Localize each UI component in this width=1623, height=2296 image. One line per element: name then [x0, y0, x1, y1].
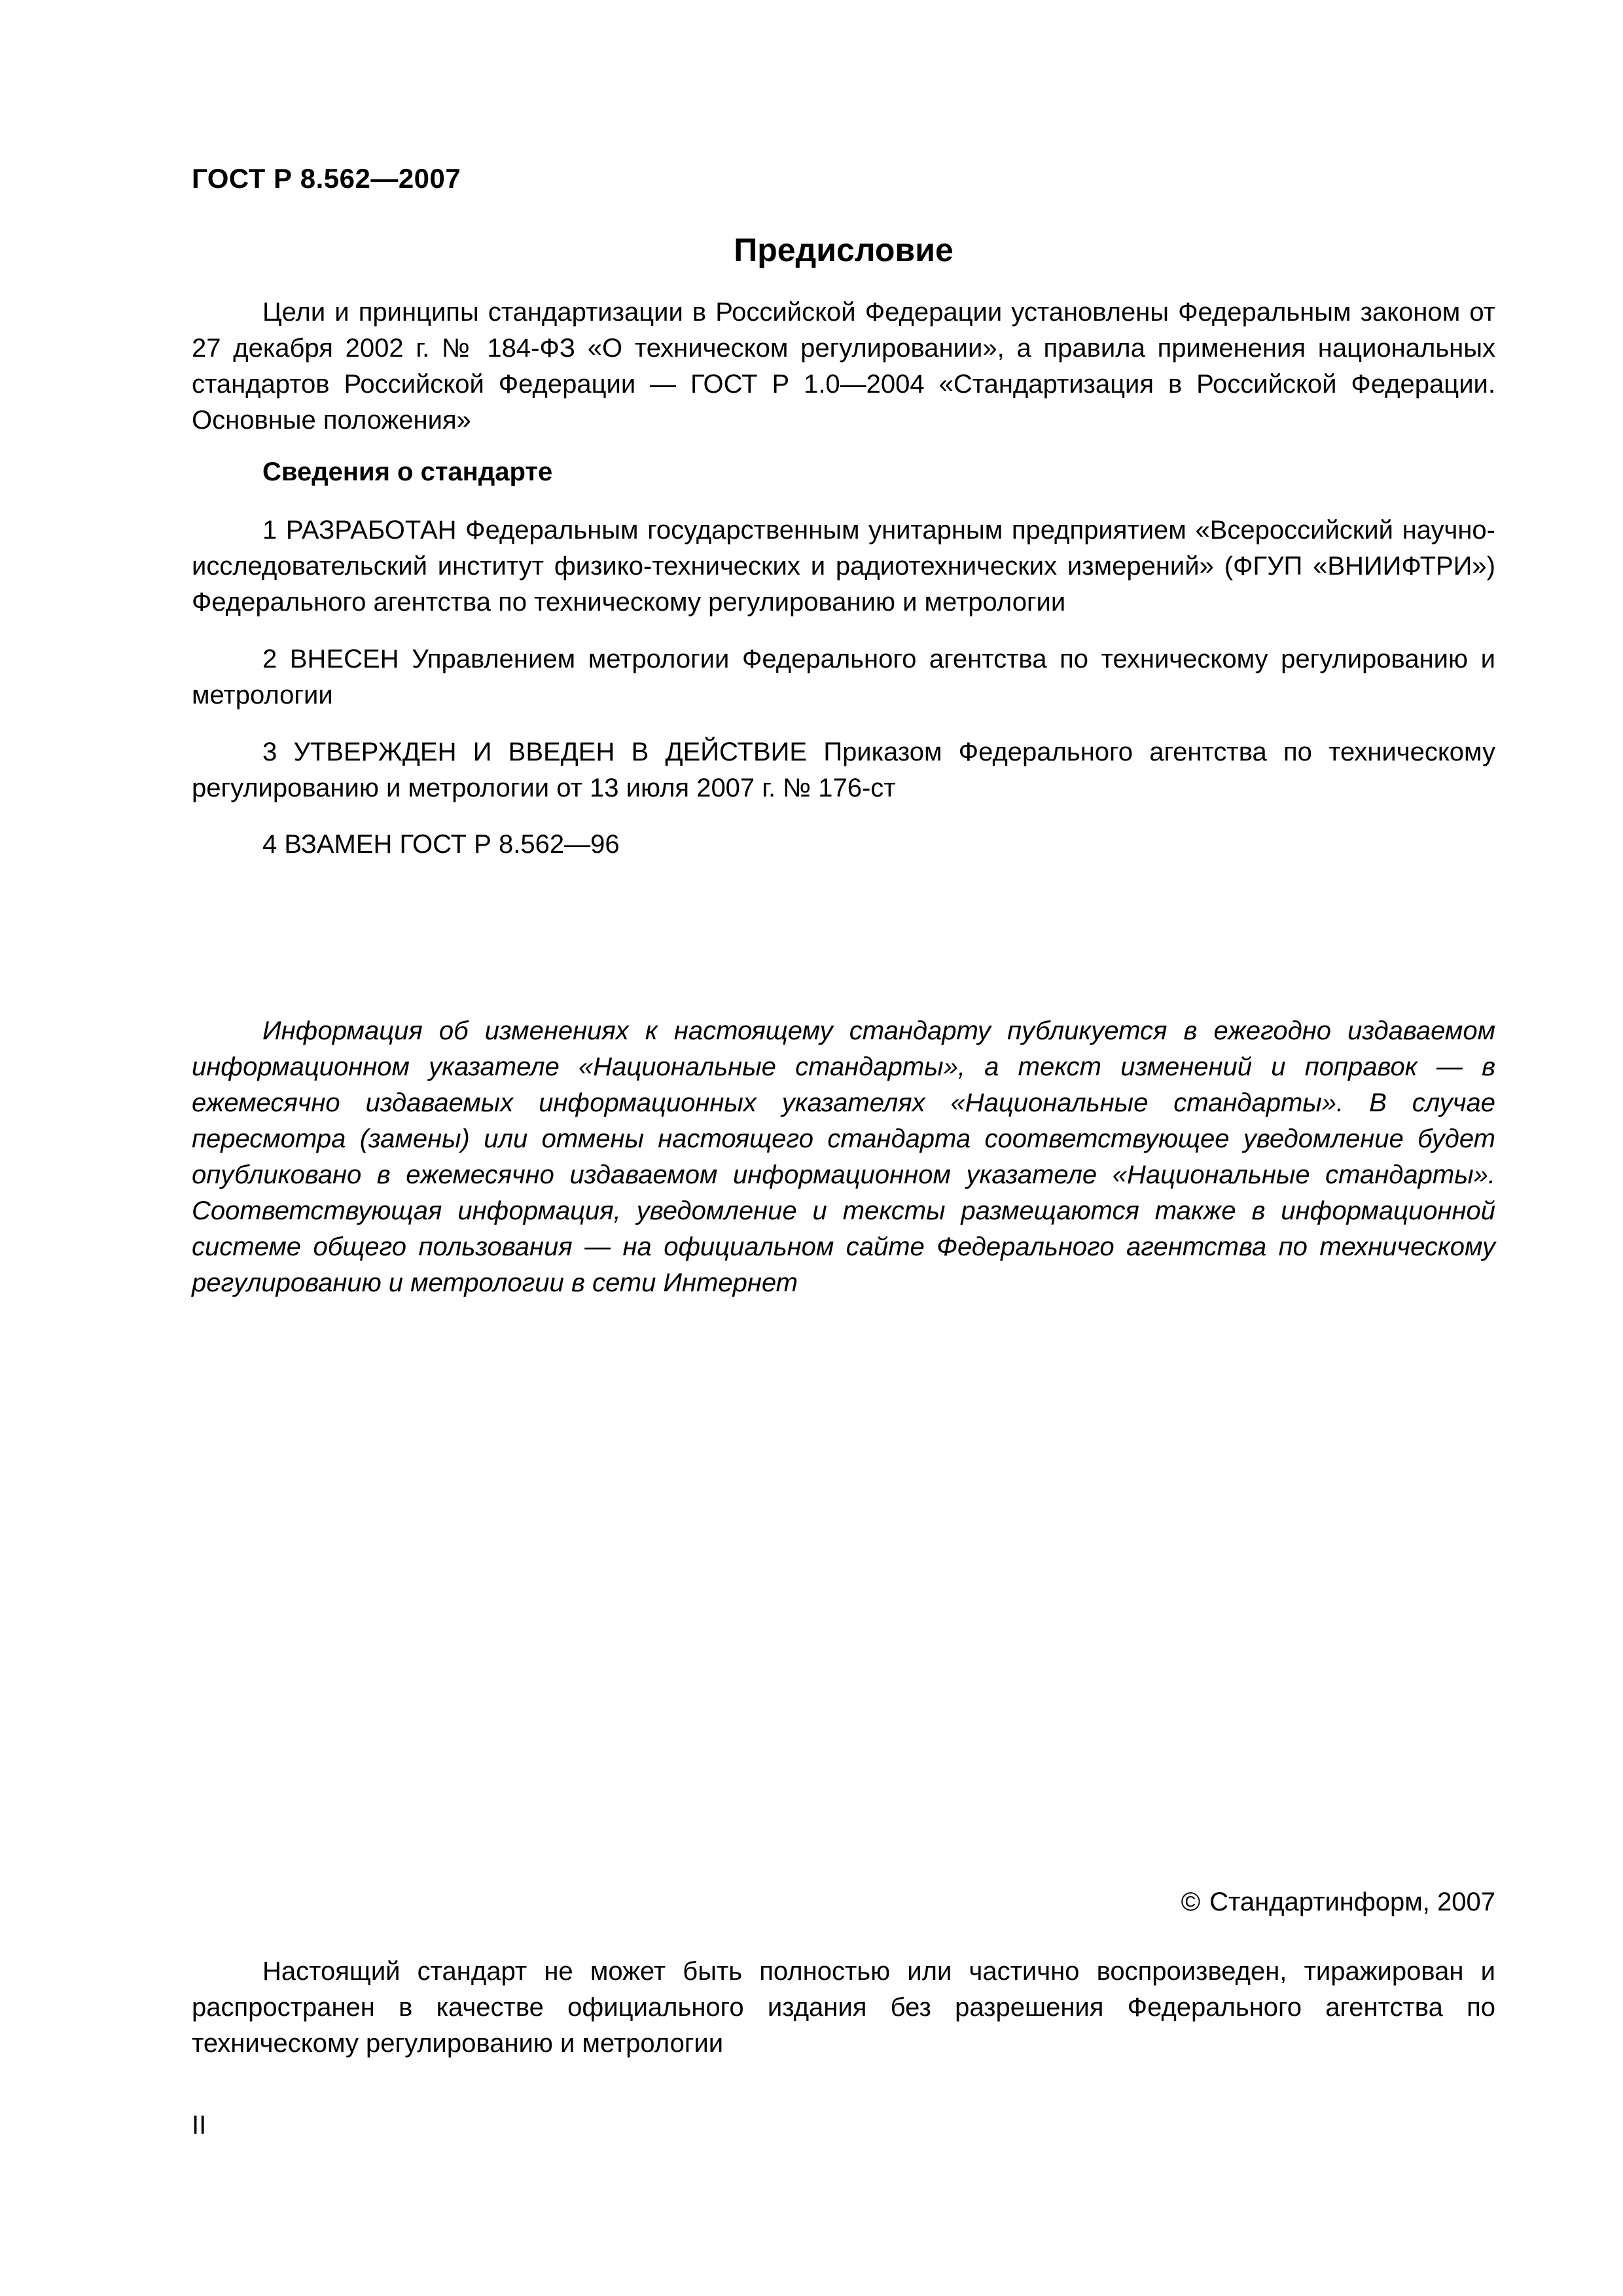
info-item-2: 2 ВНЕСЕН Управлением метрологии Федерального агентства по техническому регулированию и метрологии — [192, 645, 1495, 709]
copyright-text: Стандартинформ, 2007 — [1209, 1888, 1495, 1916]
page-number: II — [192, 2111, 207, 2140]
changes-notice: Информация об изменениях к настоящему стандарту публикуется в ежегодно издаваемом информационном указателе «Национальные стандарты», а текст изменений и поправок — в ежемесячно издаваемых информационных указателях «Национальные стандарты». В случае пересмотра (замены) или отмены настоящего стандарта соответствующее уведомление будет опубликовано в ежемесячно издаваемом информационном указателе «Национальные стандарты». Соответствующая информация, уведомление и тексты размещаются также в информационной системе общего пользования — на официальном сайте Федерального агентства по техническому регулированию и метрологии в сети Интернет — [192, 1016, 1495, 1297]
info-item-1: 1 РАЗРАБОТАН Федеральным государственным унитарным предприятием «Всероссийский научно-исследовательский институт физико-технических и радиотехнических измерений» (ФГУП «ВНИИФТРИ») Федерального агентства по техническому регулированию и метрологии — [192, 516, 1495, 617]
info-item-4: 4 ВЗАМЕН ГОСТ Р 8.562—96 — [262, 830, 620, 859]
copyright-symbol: © — [1181, 1888, 1201, 1916]
intro-paragraph: Цели и принципы стандартизации в Российской Федерации установлены Федеральным законом от 27 декабря 2002 г. № 184-ФЗ «О техническом регулировании», а правила применения национальных стандартов Российской Федерации — ГОСТ Р 1.0—2004 «Стандартизация в Российской Федерации. Основные положения» — [192, 298, 1495, 435]
info-item-3: 3 УТВЕРЖДЕН И ВВЕДЕН В ДЕЙСТВИЕ Приказом Федерального агентства по техническому регулированию и метрологии от 13 июля 2007 г. № 176-ст — [192, 738, 1495, 802]
standard-code: ГОСТ Р 8.562—2007 — [192, 163, 461, 194]
copyright-line — [1181, 1884, 1495, 1920]
page-title: Предисловие — [734, 232, 954, 268]
info-heading: Сведения о стандарте — [262, 457, 553, 486]
reproduction-notice: Настоящий стандарт не может быть полностью или частично воспроизведен, тиражирован и распространен в качестве официального издания без разрешения Федерального агентства по техническому регулированию и метрологии — [192, 1957, 1495, 2058]
